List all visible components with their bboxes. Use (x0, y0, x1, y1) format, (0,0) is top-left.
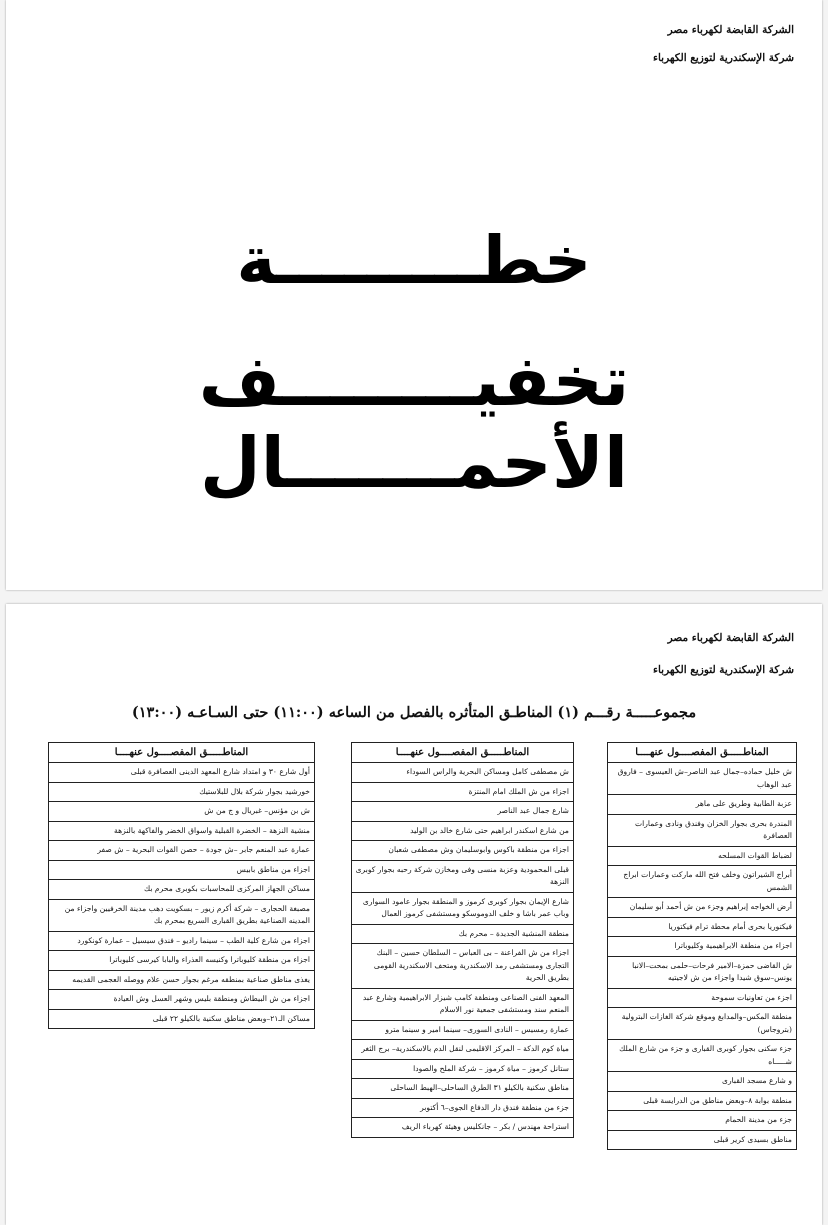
area-cell: منطقة بوابة ٨–وبعض مناطق من الدرايسة قبلى (608, 1091, 797, 1111)
table-row (49, 782, 315, 802)
area-cell: مناطق سكنية بالكيلو ٣١ الطرق الساحلى–الهبط الساحلى (352, 1079, 574, 1099)
area-cell: مناطق بسيدى كرير قبلى (608, 1130, 797, 1150)
table-row (352, 860, 574, 892)
holding-company-line: الشركة القابضة لكهرباء مصر (667, 24, 794, 36)
group-schedule-page (6, 604, 822, 1225)
areas-table (48, 742, 315, 1029)
table-row (608, 1072, 797, 1092)
area-cell: اجزاء من ش الفراعنة – بى العباس – السلطان حسين – البنك التجارى ومستشفى رمد الاسكندرية ومتحف الاسكندرية القومى بطريق الحرية (352, 944, 574, 989)
table-row (352, 892, 574, 924)
area-cell: اجزء من تعاونيات سموحة (608, 988, 797, 1008)
area-cell: مساكن الـ٢١–وبعض مناطق سكنية بالكيلو ٢٢ قبلى (49, 1009, 315, 1029)
table-row (608, 917, 797, 937)
area-cell: اجزاء من ش الملك امام المنتزة (352, 782, 574, 802)
table-row (352, 924, 574, 944)
distribution-company-line: شركة الإسكندرية لتوزيع الكهرباء (653, 664, 794, 676)
table-row (352, 1040, 574, 1060)
area-cell: استراحة مهندس / بكر – جانكليس وهيئة كهرباء الريف (352, 1118, 574, 1138)
table-row (352, 821, 574, 841)
column-header: المناطـــــق المفصــــول عنهــــا (352, 743, 574, 763)
area-cell: شارع الإيمان بجوار كوبرى كرموز و المنطقة بجوار عامود السوارى وباب عمر باشا و خلف الدوموسكو ومستشفى كرموز العمال (352, 892, 574, 924)
area-cell: عزبة الطابية وطريق على ماهر (608, 795, 797, 815)
area-cell: مياة كوم الدكة – المركز الاقليمى لنقل الدم بالاسكندرية– برج الثغر (352, 1040, 574, 1060)
area-cell: قبلى المحمودية وعزبة منسى وفى ومخازن شركة رحبه بجوار كوبرى النزهة (352, 860, 574, 892)
table-row (49, 899, 315, 931)
table-row (49, 821, 315, 841)
table-row (49, 951, 315, 971)
table-row (352, 944, 574, 989)
table-row (49, 931, 315, 951)
table-row (608, 795, 797, 815)
area-cell: شارع جمال عبد الناصر (352, 802, 574, 822)
area-cell: أبراج الشيراتون وخلف فتح الله ماركت وعمارات ابراج الشمس (608, 866, 797, 898)
area-cell: اجزاء من شارع كلية الطب – سينما راديو – فندق سيسيل – عمارة كونكورد (49, 931, 315, 951)
table-row (49, 841, 315, 861)
area-cell: ش خليل حماده–جمال عبد الناصر–ش العيسوى – فاروق عبد الوهاب (608, 763, 797, 795)
area-cell: جزء من منطقة فندق دار الدفاع الجوى–٦ أكتوبر (352, 1098, 574, 1118)
table-row (352, 841, 574, 861)
table-row (608, 956, 797, 988)
area-cell: المعهد الفنى الصناعى ومنطقة كامب شيزار الابراهيمية وشارع عبد المنعم سند ومستشفى جمعية نور الاسلام (352, 988, 574, 1020)
table-row (352, 763, 574, 783)
area-cell: لضباط القوات المسلحه (608, 846, 797, 866)
column-header: المناطـــــق المفصــــول عنهــــا (49, 743, 315, 763)
holding-company-line: الشركة القابضة لكهرباء مصر (667, 632, 794, 644)
table-row (608, 814, 797, 846)
table-row (49, 860, 315, 880)
area-cell: عمارة عبد المنعم جابر –ش جودة – حصن القوات البحرية – ش صفر (49, 841, 315, 861)
column-header: المناطـــــق المفصــــول عنهــــا (608, 743, 797, 763)
area-cell: أول شارع ٣٠ و امتداد شارع المعهد الدينى العصافرة قبلى (49, 763, 315, 783)
table-row (49, 802, 315, 822)
cover-title-line1: خطـــــــــة (236, 222, 592, 299)
table-row (608, 1008, 797, 1040)
areas-column-middle (351, 742, 574, 1138)
area-cell: من شارع اسكندر ابراهيم حتى شارع خالد بن الوليد (352, 821, 574, 841)
area-cell: مساكن الجهاز المركزى للمحاسبات بكوبرى محرم بك (49, 880, 315, 900)
area-cell: جزء سكنى بجوار كوبرى القبارى و جزء من شارع الملك شـــــاه (608, 1040, 797, 1072)
table-row (49, 990, 315, 1010)
area-cell: اجزاء من منطقة كليوباترا وكنيسه العذراء والبابا كيرسى كليوباترا (49, 951, 315, 971)
area-cell: منشية النزهة – الخضرة القبلية واسواق الخضر والفاكهة بالنزهة (49, 821, 315, 841)
distribution-company-line: شركة الإسكندرية لتوزيع الكهرباء (653, 52, 794, 64)
areas-table (607, 742, 797, 1150)
area-cell: فيكتوريا بحرى أمام محطة ترام فيكتوريا (608, 917, 797, 937)
group-heading: مجموعـــــة رقـــم (١) المناطـق المتأثره بالفصل من الساعه (١١:٠٠) حتى السـاعـه (١٣:٠٠) (131, 704, 697, 721)
table-row (608, 898, 797, 918)
table-row (352, 1098, 574, 1118)
area-cell: و شارع مسجد القبارى (608, 1072, 797, 1092)
area-cell: اجزاء من منطقة الابراهيمية وكليوباترا (608, 937, 797, 957)
area-cell: اجزاء من ش البيطاش ومنطقة بليس وشهر العسل وش العيادة (49, 990, 315, 1010)
areas-column-left (48, 742, 315, 1029)
plan-cover-page (6, 0, 822, 590)
area-cell: ش القاضى حمزة–الامير فرحات–حلمى بمحت–الانبا يونس–سوق شيدا واجزاء من ش لاجيتيه (608, 956, 797, 988)
area-cell: المندرة بحرى بجوار الخزان وفندق ونادى وعمارات العصافرة (608, 814, 797, 846)
area-cell: أرض الخواجه إبراهيم وجزء من ش أحمد أبو سليمان (608, 898, 797, 918)
table-row (608, 937, 797, 957)
table-row (49, 763, 315, 783)
table-row (608, 763, 797, 795)
table-row (352, 1118, 574, 1138)
area-cell: عمارة رمسيس – النادى السورى– سينما امير و سينما مترو (352, 1020, 574, 1040)
area-cell: ش بن مؤنس– غبريال و ج من ش (49, 802, 315, 822)
area-cell: اجزاء من منطقة باكوس وابوسليمان وش مصطفى شعبان (352, 841, 574, 861)
areas-column-right (607, 742, 797, 1150)
area-cell: منطقة المنشية الجديدة – محرم بك (352, 924, 574, 944)
table-row (608, 1111, 797, 1131)
area-cell: ش مصطفى كامل ومساكن البحرية والراس السوداء (352, 763, 574, 783)
table-row (49, 970, 315, 990)
table-row (352, 782, 574, 802)
table-row (352, 988, 574, 1020)
table-row (49, 880, 315, 900)
table-row (49, 1009, 315, 1029)
areas-table (351, 742, 574, 1138)
cover-title-line2: تخفيــــــــف الأحمـــــــال (198, 340, 630, 504)
area-cell: ستانل كرموز – مياة كرموز – شركة الملح والصودا (352, 1059, 574, 1079)
table-row (608, 866, 797, 898)
table-row (352, 1079, 574, 1099)
table-row (352, 802, 574, 822)
table-row (608, 1091, 797, 1111)
area-cell: جزء من مدينة الحمام (608, 1111, 797, 1131)
area-cell: خورشيد بجوار شركة بلال للبلاستيك (49, 782, 315, 802)
table-row (352, 1020, 574, 1040)
area-cell: مصبغة الحجارى – شركة أكرم زيور – بسكويت دهب مدينة الخرفيين واجزاء من المدينه الصناعية بطريق القبارى السريع بمحرم بك (49, 899, 315, 931)
table-row (608, 1130, 797, 1150)
table-row (608, 846, 797, 866)
table-row (352, 1059, 574, 1079)
area-cell: اجزاء من مناطق بابيس (49, 860, 315, 880)
table-row (608, 1040, 797, 1072)
area-cell: يغذى مناطق صناعية بمنطقه مرغم بجوار حسن علام ووصله العجمى القديمه (49, 970, 315, 990)
area-cell: منطقة المكس–والمدابغ وموقع شركة الغازات البترولية (بتروجاس) (608, 1008, 797, 1040)
table-row (608, 988, 797, 1008)
